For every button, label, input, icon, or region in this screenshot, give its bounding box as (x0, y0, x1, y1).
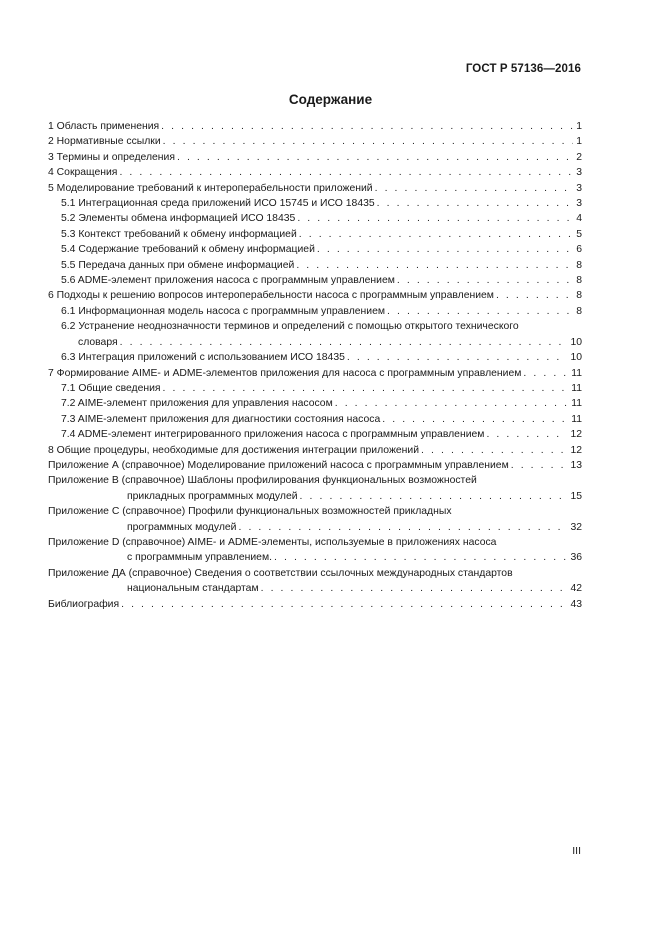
toc-entry-text: Приложение В (справочное) Шаблоны профилирования функциональных возможностей (48, 475, 477, 487)
dot-leader (382, 412, 568, 427)
dot-leader (238, 520, 567, 535)
dot-leader (297, 211, 573, 226)
toc-page-number: 6 (576, 244, 582, 256)
toc-entry[interactable] (48, 319, 582, 350)
toc-entry-text: Приложение ДА (справочное) Сведения о соответствии ссылочных международных стандартов (48, 567, 513, 579)
toc-page-number: 2 (576, 151, 582, 163)
dot-leader (296, 258, 573, 273)
dot-leader (177, 150, 573, 165)
page-number: III (572, 845, 581, 857)
toc-entry-text: 5.2 Элементы обмена информацией ИСО 18435 (61, 213, 296, 225)
toc-entry-text: 7.2 AIME-элемент приложения для управления насосом (61, 398, 333, 410)
dot-leader (119, 165, 573, 180)
toc-entry[interactable] (48, 150, 582, 165)
toc-entry-text-continuation: программных модулей (127, 521, 237, 533)
toc-entry-text: Библиография (48, 598, 120, 610)
toc-entry[interactable] (48, 258, 582, 273)
dot-leader (375, 181, 574, 196)
page-title: Содержание (288, 92, 373, 107)
dot-leader (261, 581, 568, 596)
toc-entry[interactable] (48, 119, 582, 134)
toc-page-number: 8 (576, 259, 582, 271)
toc-entry-text: 6 Подходы к решению вопросов интероперабельности насоса с программным управлением (48, 290, 494, 302)
toc-entry[interactable] (48, 396, 582, 411)
toc-entry[interactable] (48, 165, 582, 180)
toc-page-number: 8 (576, 305, 582, 317)
toc-page-number: 3 (576, 182, 582, 194)
toc-page-number: 15 (570, 490, 582, 502)
toc-entry[interactable] (48, 381, 582, 396)
toc-page-number: 3 (576, 198, 582, 210)
toc-entry[interactable] (48, 412, 582, 427)
toc-page-number: 12 (570, 444, 582, 456)
dot-leader (274, 550, 567, 565)
toc-entry-text: 5.3 Контекст требований к обмену информацией (61, 228, 297, 240)
toc-entry-text: 6.2 Устранение неоднозначности терминов и определений с помощью открытого технического (61, 321, 519, 333)
toc-entry-text: 8 Общие процедуры, необходимые для достижения интеграции приложений (48, 444, 420, 456)
toc-page-number: 3 (576, 167, 582, 179)
toc-page-number: 43 (570, 598, 582, 610)
toc-entry-text-continuation: прикладных программных модулей (127, 490, 298, 502)
toc-page-number: 36 (570, 552, 582, 564)
toc-entry[interactable] (48, 288, 582, 303)
toc-entry[interactable] (48, 366, 582, 381)
dot-leader (421, 443, 567, 458)
toc-entry[interactable] (48, 211, 582, 226)
toc-page-number: 5 (576, 228, 582, 240)
toc-entry-text: 5 Моделирование требований к интероперабельности приложений (48, 182, 373, 194)
dot-leader (496, 288, 573, 303)
toc-entry-text: 6.3 Интеграция приложений с использованием ИСО 18435 (61, 352, 345, 364)
dot-leader (511, 458, 568, 473)
toc-entry-text: 5.1 Интеграционная среда приложений ИСО 15745 и ИСО 18435 (61, 198, 375, 210)
toc-entry-text: 3 Термины и определения (48, 151, 175, 163)
dot-leader (163, 134, 574, 149)
dot-leader (300, 489, 568, 504)
toc-entry[interactable] (48, 196, 582, 211)
toc-entry[interactable] (48, 427, 582, 442)
toc-entry-text-continuation: с программным управлением. (127, 552, 272, 564)
toc-page-number: 11 (571, 413, 582, 425)
toc-entry-text-continuation: национальным стандартам (127, 583, 259, 595)
toc-entry[interactable] (48, 473, 582, 504)
toc-entry-text: 7.4 ADME-элемент интегрированного приложения насоса с программным управлением (61, 429, 485, 441)
toc-entry-text: 7.1 Общие сведения (61, 382, 161, 394)
toc-entry[interactable] (48, 597, 582, 612)
table-of-contents (48, 119, 582, 612)
toc-page-number: 1 (576, 121, 582, 132)
toc-entry-text: Приложение D (справочное) AIME- и ADME-элементы, используемые в приложениях насоса (48, 536, 497, 548)
toc-entry-text: Приложение С (справочное) Профили функциональных возможностей прикладных (48, 506, 452, 518)
dot-leader (377, 196, 574, 211)
toc-entry[interactable] (48, 181, 582, 196)
toc-entry-text: 7.3 AIME-элемент приложения для диагностики состояния насоса (61, 413, 381, 425)
toc-page-number: 8 (576, 290, 582, 302)
toc-entry[interactable] (48, 350, 582, 365)
dot-leader (523, 366, 568, 381)
toc-entry-text-continuation: словаря (78, 336, 118, 348)
toc-entry-text: 6.1 Информационная модель насоса с программным управлением (61, 305, 385, 317)
toc-page-number: 10 (570, 336, 582, 348)
document-code: ГОСТ Р 57136—2016 (465, 63, 581, 75)
toc-entry[interactable] (48, 242, 582, 257)
dot-leader (347, 350, 568, 365)
toc-page-number: 32 (570, 521, 582, 533)
dot-leader (121, 597, 567, 612)
dot-leader (387, 304, 573, 319)
dot-leader (120, 335, 568, 350)
toc-page-number: 12 (570, 429, 582, 441)
toc-entry[interactable] (48, 304, 582, 319)
toc-entry-text: 1 Область применения (48, 121, 160, 132)
toc-page-number: 1 (576, 136, 582, 148)
toc-entry-text: 5.6 ADME-элемент приложения насоса с программным управлением (61, 275, 395, 287)
toc-page-number: 11 (571, 367, 582, 379)
toc-entry[interactable] (48, 273, 582, 288)
toc-page-number: 11 (571, 382, 582, 394)
toc-entry-text: Приложение А (справочное) Моделирование приложений насоса с программным управлением (48, 459, 509, 471)
toc-entry[interactable] (48, 227, 582, 242)
dot-leader (335, 396, 568, 411)
dot-leader (163, 381, 569, 396)
toc-entry-text: 2 Нормативные ссылки (48, 136, 161, 148)
toc-entry-text: 4 Сокращения (48, 167, 118, 179)
toc-entry[interactable] (48, 134, 582, 149)
dot-leader (486, 427, 567, 442)
dot-leader (397, 273, 573, 288)
toc-entry-text: 7 Формирование AIME- и ADME-элементов приложения для насоса с программным управлением (48, 367, 522, 379)
toc-page-number: 4 (576, 213, 582, 225)
toc-entry[interactable] (48, 458, 582, 473)
toc-entry[interactable] (48, 443, 582, 458)
dot-leader (161, 119, 573, 134)
toc-page-number: 42 (570, 583, 582, 595)
dot-leader (317, 242, 573, 257)
toc-page-number: 10 (570, 352, 582, 364)
toc-page-number: 13 (570, 459, 582, 471)
dot-leader (299, 227, 573, 242)
toc-entry[interactable] (48, 504, 582, 535)
toc-entry-text: 5.4 Содержание требований к обмену информацией (61, 244, 315, 256)
toc-page-number: 11 (571, 398, 582, 410)
toc-entry-text: 5.5 Передача данных при обмене информацией (61, 259, 295, 271)
toc-page-number: 8 (576, 275, 582, 287)
toc-entry[interactable] (48, 535, 582, 566)
toc-entry[interactable] (48, 566, 582, 597)
